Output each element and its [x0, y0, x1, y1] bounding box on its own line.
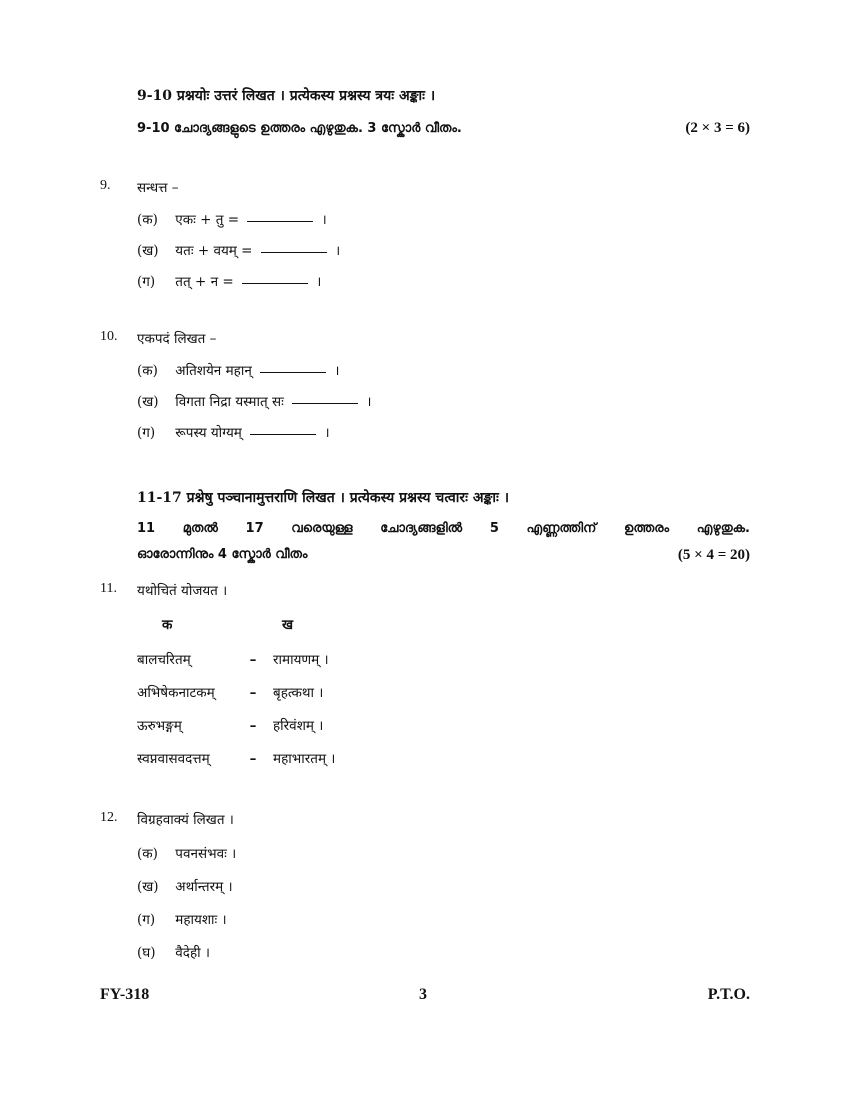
answer-blank — [247, 220, 313, 222]
danda: । — [324, 425, 330, 441]
q10-item-text: अतिशयेन महान् — [175, 363, 252, 379]
q11-column-b-header: ख — [282, 617, 294, 633]
q10-item-text: विगता निद्रा यस्मात् सः — [175, 394, 284, 410]
q12-item-text: अर्थान्तरम् । — [175, 879, 233, 895]
section1-sanskrit-instruction: 9-10 प्रश्नयोः उत्तरं लिखत । प्रत्येकस्य प्रश्नस्य त्रयः अङ्काः । — [137, 88, 436, 104]
q11-col-a-item: स्वप्नवासवदत्तम् — [137, 751, 210, 767]
danda: । — [335, 243, 341, 259]
q11-match-row — [137, 716, 323, 734]
section2-sanskrit-instruction: 11-17 प्रश्नेषु पञ्चानामुत्तराणि लिखत । प्रत्येकस्य प्रश्नस्य चत्वारः अङ्काः । — [137, 490, 510, 506]
q9-item — [137, 210, 327, 228]
section1-malayalam-instruction: 9-10 ചോദ്യങ്ങളുടെ ഉത്തരം എഴുതുക. 3 സ്കോർ വീതം. — [137, 121, 462, 136]
q12-item-label: (ख) — [137, 879, 159, 895]
section2-marks: (5 × 4 = 20) — [677, 547, 750, 563]
dash: – — [249, 751, 257, 767]
q11-col-b-item: बृहत्कथा । — [273, 685, 324, 701]
q9-item-text: एकः + तु = — [175, 212, 240, 228]
q9-number: 9. — [100, 178, 111, 193]
q9-prompt: सन्धत्त – — [137, 180, 179, 196]
footer-page-number: 3 — [419, 986, 427, 1003]
q11-match-row — [137, 650, 329, 668]
q11-col-a-item: बालचरितम् — [137, 652, 191, 668]
q11-col-b-item: हरिवंशम् । — [273, 718, 324, 734]
q12-item-text: महायशाः । — [175, 912, 227, 928]
dash: – — [249, 718, 257, 734]
answer-blank — [261, 251, 327, 253]
q11-col-a-item: अभिषेकनाटकम् — [137, 685, 215, 701]
q10-prompt: एकपदं लिखत – — [137, 331, 217, 347]
q9-item-label: (ख) — [137, 243, 159, 259]
q10-item — [137, 392, 372, 410]
q9-item-text: तत् + न = — [175, 274, 234, 290]
q9-item-label: (क) — [137, 212, 158, 228]
section1-marks: (2 × 3 = 6) — [685, 120, 750, 136]
q10-item — [137, 361, 340, 379]
q12-item-label: (घ) — [137, 945, 156, 961]
q12-item-text: वैदेही । — [175, 945, 211, 961]
q10-item-label: (क) — [137, 363, 158, 379]
q12-item-text: पवनसंभवः । — [175, 846, 237, 862]
q10-item-label: (ग) — [137, 425, 156, 441]
danda: । — [334, 363, 340, 379]
q11-col-b-item: रामायणम् । — [273, 652, 329, 668]
q12-item-label: (क) — [137, 846, 158, 862]
q12-item — [137, 877, 233, 895]
q11-match-row — [137, 683, 323, 701]
q10-number: 10. — [100, 329, 118, 344]
q10-item-text: रूपस्य योग्यम् — [175, 425, 242, 441]
q12-item — [137, 910, 227, 928]
danda: । — [316, 274, 322, 290]
q12-prompt: विग्रहवाक्यं लिखत । — [137, 812, 234, 828]
answer-blank — [260, 371, 326, 373]
q11-prompt: यथोचितं योजयत । — [137, 583, 228, 599]
q9-item-label: (ग) — [137, 274, 156, 290]
q11-match-row — [137, 749, 335, 767]
q11-column-a-header: क — [162, 617, 173, 633]
dash: – — [249, 685, 257, 701]
section2-malayalam-instruction-line2: ഓരോന്നിനും 4 സ്കോർ വീതം — [137, 547, 308, 562]
danda: । — [366, 394, 372, 410]
q12-number: 12. — [100, 810, 118, 825]
dash: – — [249, 652, 257, 668]
q12-item — [137, 943, 210, 961]
danda: । — [321, 212, 327, 228]
q9-item-text: यतः + वयम् = — [175, 243, 253, 259]
answer-blank — [250, 433, 316, 435]
footer-pto: P.T.O. — [707, 986, 750, 1003]
q11-number: 11. — [100, 581, 117, 596]
q9-item — [137, 272, 321, 290]
footer-exam-code: FY-318 — [100, 986, 150, 1003]
answer-blank — [242, 282, 308, 284]
q11-col-a-item: ऊरुभङ्गम् — [137, 718, 182, 734]
q10-item-label: (ख) — [137, 394, 159, 410]
answer-blank — [292, 402, 358, 404]
q12-item — [137, 844, 236, 862]
q12-item-label: (ग) — [137, 912, 156, 928]
q11-col-b-item: महाभारतम् । — [273, 751, 336, 767]
section2-malayalam-instruction-line1: 11 മുതൽ 17 വരെയുള്ള ചോദ്യങ്ങളിൽ 5 എണ്ണത്തിന് ഉത്തരം എഴുതുക. — [137, 521, 750, 536]
q10-item — [137, 423, 330, 441]
q9-item — [137, 241, 340, 259]
